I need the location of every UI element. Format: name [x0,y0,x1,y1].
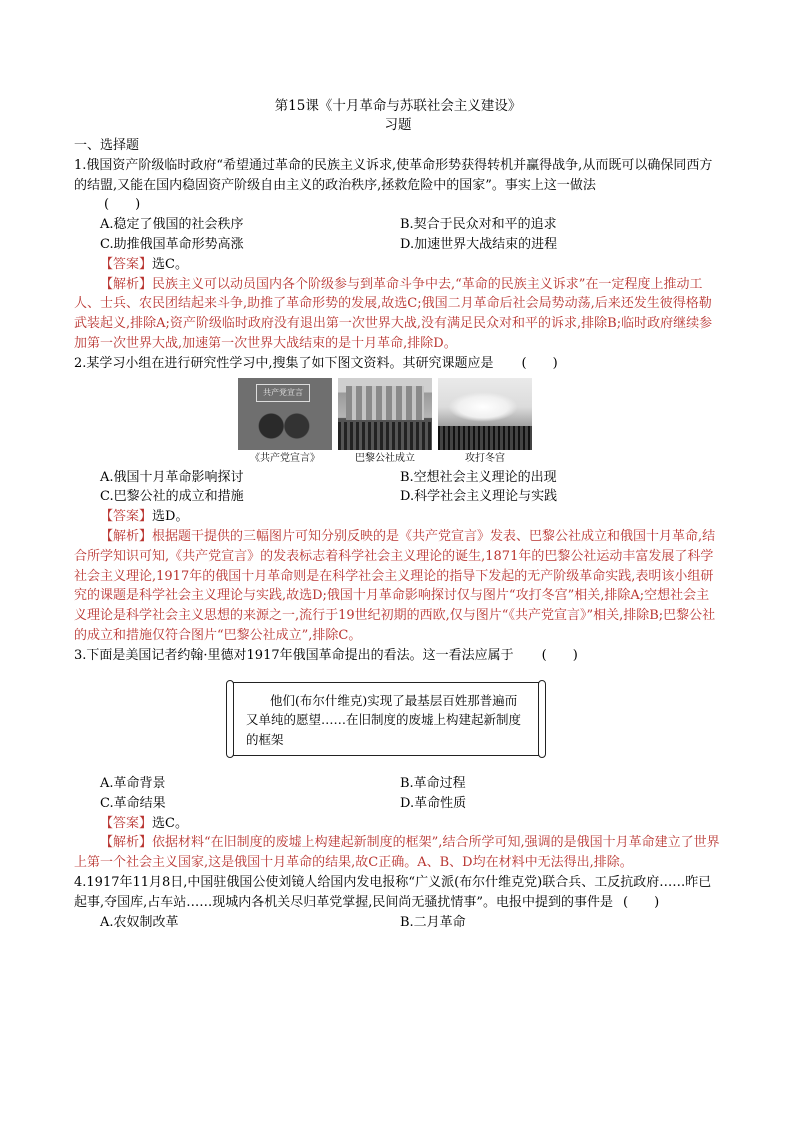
question-2-stem: 2.某学习小组在进行研究性学习中,搜集了如下图文资料。其研究课题应是 [74,355,494,371]
question-2-options [74,468,722,508]
question-1-options [74,215,722,255]
figure-caption: 攻打冬宫 [465,452,505,464]
option-a: A.稳定了俄国的社会秩序 [100,217,244,233]
explanation-text: 民族主义可以动员国内各个阶级参与到革命斗争中去,“革命的民族主义诉求”在一定程度上推动工人、士兵、农民团结起来斗争,助推了革命形势的发展,故选C;俄国二月革命后社会局势动荡,后来还发生彼得格勒武装起义,排除A;资产阶级临时政府没有退出第一次世界大战,没有满足民众对和平的诉求,排除B;临时政府继续参加第一次世界大战,加速第一次世界大战结束的是十月革命,排除D。 [74,276,713,351]
option-c: C.助推俄国革命形势高涨 [100,236,244,252]
winter-palace-image [438,378,532,450]
figure-caption: 《共产党宣言》 [250,452,320,464]
question-2-images [74,378,722,466]
page-subtitle: 习题 [384,117,412,133]
question-3-options [74,774,722,814]
question-1-blank: ( ) [104,197,141,213]
question-1 [74,156,722,354]
paris-commune-image [338,378,432,450]
option-b: B.二月革命 [400,914,466,930]
answer-text: 选D。 [152,509,189,525]
explanation-text: 依据材料“在旧制度的废墟上构建起新制度的框架”,结合所学可知,强调的是俄国十月革命建立了世界上第一个社会主义国家,这是俄国十月革命的结果,故C正确。A、B、D均在材料中无法得出,排除。 [74,835,720,871]
option-b: B.空想社会主义理论的出现 [400,469,557,485]
page-title: 第15课《十月革命与苏联社会主义建设》 [274,98,522,114]
figure-paris-commune [338,378,432,466]
option-b: B.革命过程 [400,776,466,792]
quote-scroll-wrap [74,682,722,757]
question-1-explanation [74,275,722,354]
question-4 [74,873,722,932]
answer-tag: 【答案】 [100,815,153,831]
question-4-options [74,913,722,933]
manifesto-cover-title: 共产党宣言 [256,384,310,402]
answer-tag: 【答案】 [100,256,153,272]
explanation-tag: 【解析】 [100,528,153,544]
option-a: A.俄国十月革命影响探讨 [100,469,244,485]
option-d: D.科学社会主义理论与实践 [400,489,558,505]
question-4-stem: 4.1917年11月8日,中国驻俄国公使刘镜人给国内发电报称“广义派(布尔什维克党)联合兵、工反抗政府……昨已起事,夺国库,占车站……现城内各机关尽归革党掌握,民间尚无骚扰情事”。电报中提到的事件是 [74,875,712,910]
worksheet-page [74,97,722,932]
question-2 [74,354,722,646]
question-2-answer [74,507,722,527]
option-a: A.农奴制改革 [100,914,179,930]
figure-manifesto [238,378,332,466]
option-d: D.革命性质 [400,795,467,811]
option-b: B.契合于民众对和平的追求 [400,217,557,233]
answer-text: 选C。 [152,815,188,831]
question-1-answer [74,255,722,275]
figure-caption: 巴黎公社成立 [355,452,415,464]
explanation-tag: 【解析】 [100,276,153,292]
section-heading: 一、选择题 [74,138,140,153]
answer-tag: 【答案】 [100,509,153,525]
question-3-blank: ( ) [541,647,578,663]
option-a: A.革命背景 [100,776,166,792]
question-3-explanation [74,833,722,873]
question-3 [74,646,722,873]
quote-scroll [233,682,539,757]
question-3-answer [74,814,722,834]
figure-winter-palace [438,378,532,466]
quote-text: 他们(布尔什维克)实现了最基层百姓那普遍而又单纯的愿望……在旧制度的废墟上构建起新制度的框架 [246,692,522,747]
question-1-stem: 1.俄国资产阶级临时政府“希望通过革命的民族主义诉求,使革命形势获得转机并赢得战争,从而既可以确保同西方的结盟,又能在国内稳固资产阶级自由主义的政治秩序,拯救危险中的国家”。事实上这一做法 [74,157,713,193]
manifesto-image [238,378,332,450]
question-2-blank: ( ) [521,355,558,371]
question-3-stem: 3.下面是美国记者约翰·里德对1917年俄国革命提出的看法。这一看法应属于 [74,647,514,663]
option-d: D.加速世界大战结束的进程 [400,236,558,252]
explanation-tag: 【解析】 [100,835,153,851]
explanation-text: 根据题干提供的三幅图片可知分别反映的是《共产党宣言》发表、巴黎公社成立和俄国十月革命,结合所学知识可知,《共产党宣言》的发表标志着科学社会主义理论的诞生,1871年的巴黎公社运动丰富发展了科学社会主义理论,1917年的俄国十月革命则是在科学社会主义理论的指导下发起的无产阶级革命实践,表明该小组研究的课题是科学社会主义理论与实践,故选D;俄国十月革命影响探讨仅与图片“攻打冬宫”相关,排除A;空想社会主义理论是科学社会主义思想的来源之一,流行于19世纪初期的西欧,仅与图片“《共产党宣言》”相关,排除B;巴黎公社的成立和措施仅符合图片“巴黎公社成立”,排除C。 [74,528,716,643]
question-2-explanation [74,527,722,646]
option-c: C.巴黎公社的成立和措施 [100,489,244,505]
option-c: C.革命结果 [100,795,166,811]
answer-text: 选C。 [152,256,188,272]
question-4-blank: ( ) [623,894,660,910]
